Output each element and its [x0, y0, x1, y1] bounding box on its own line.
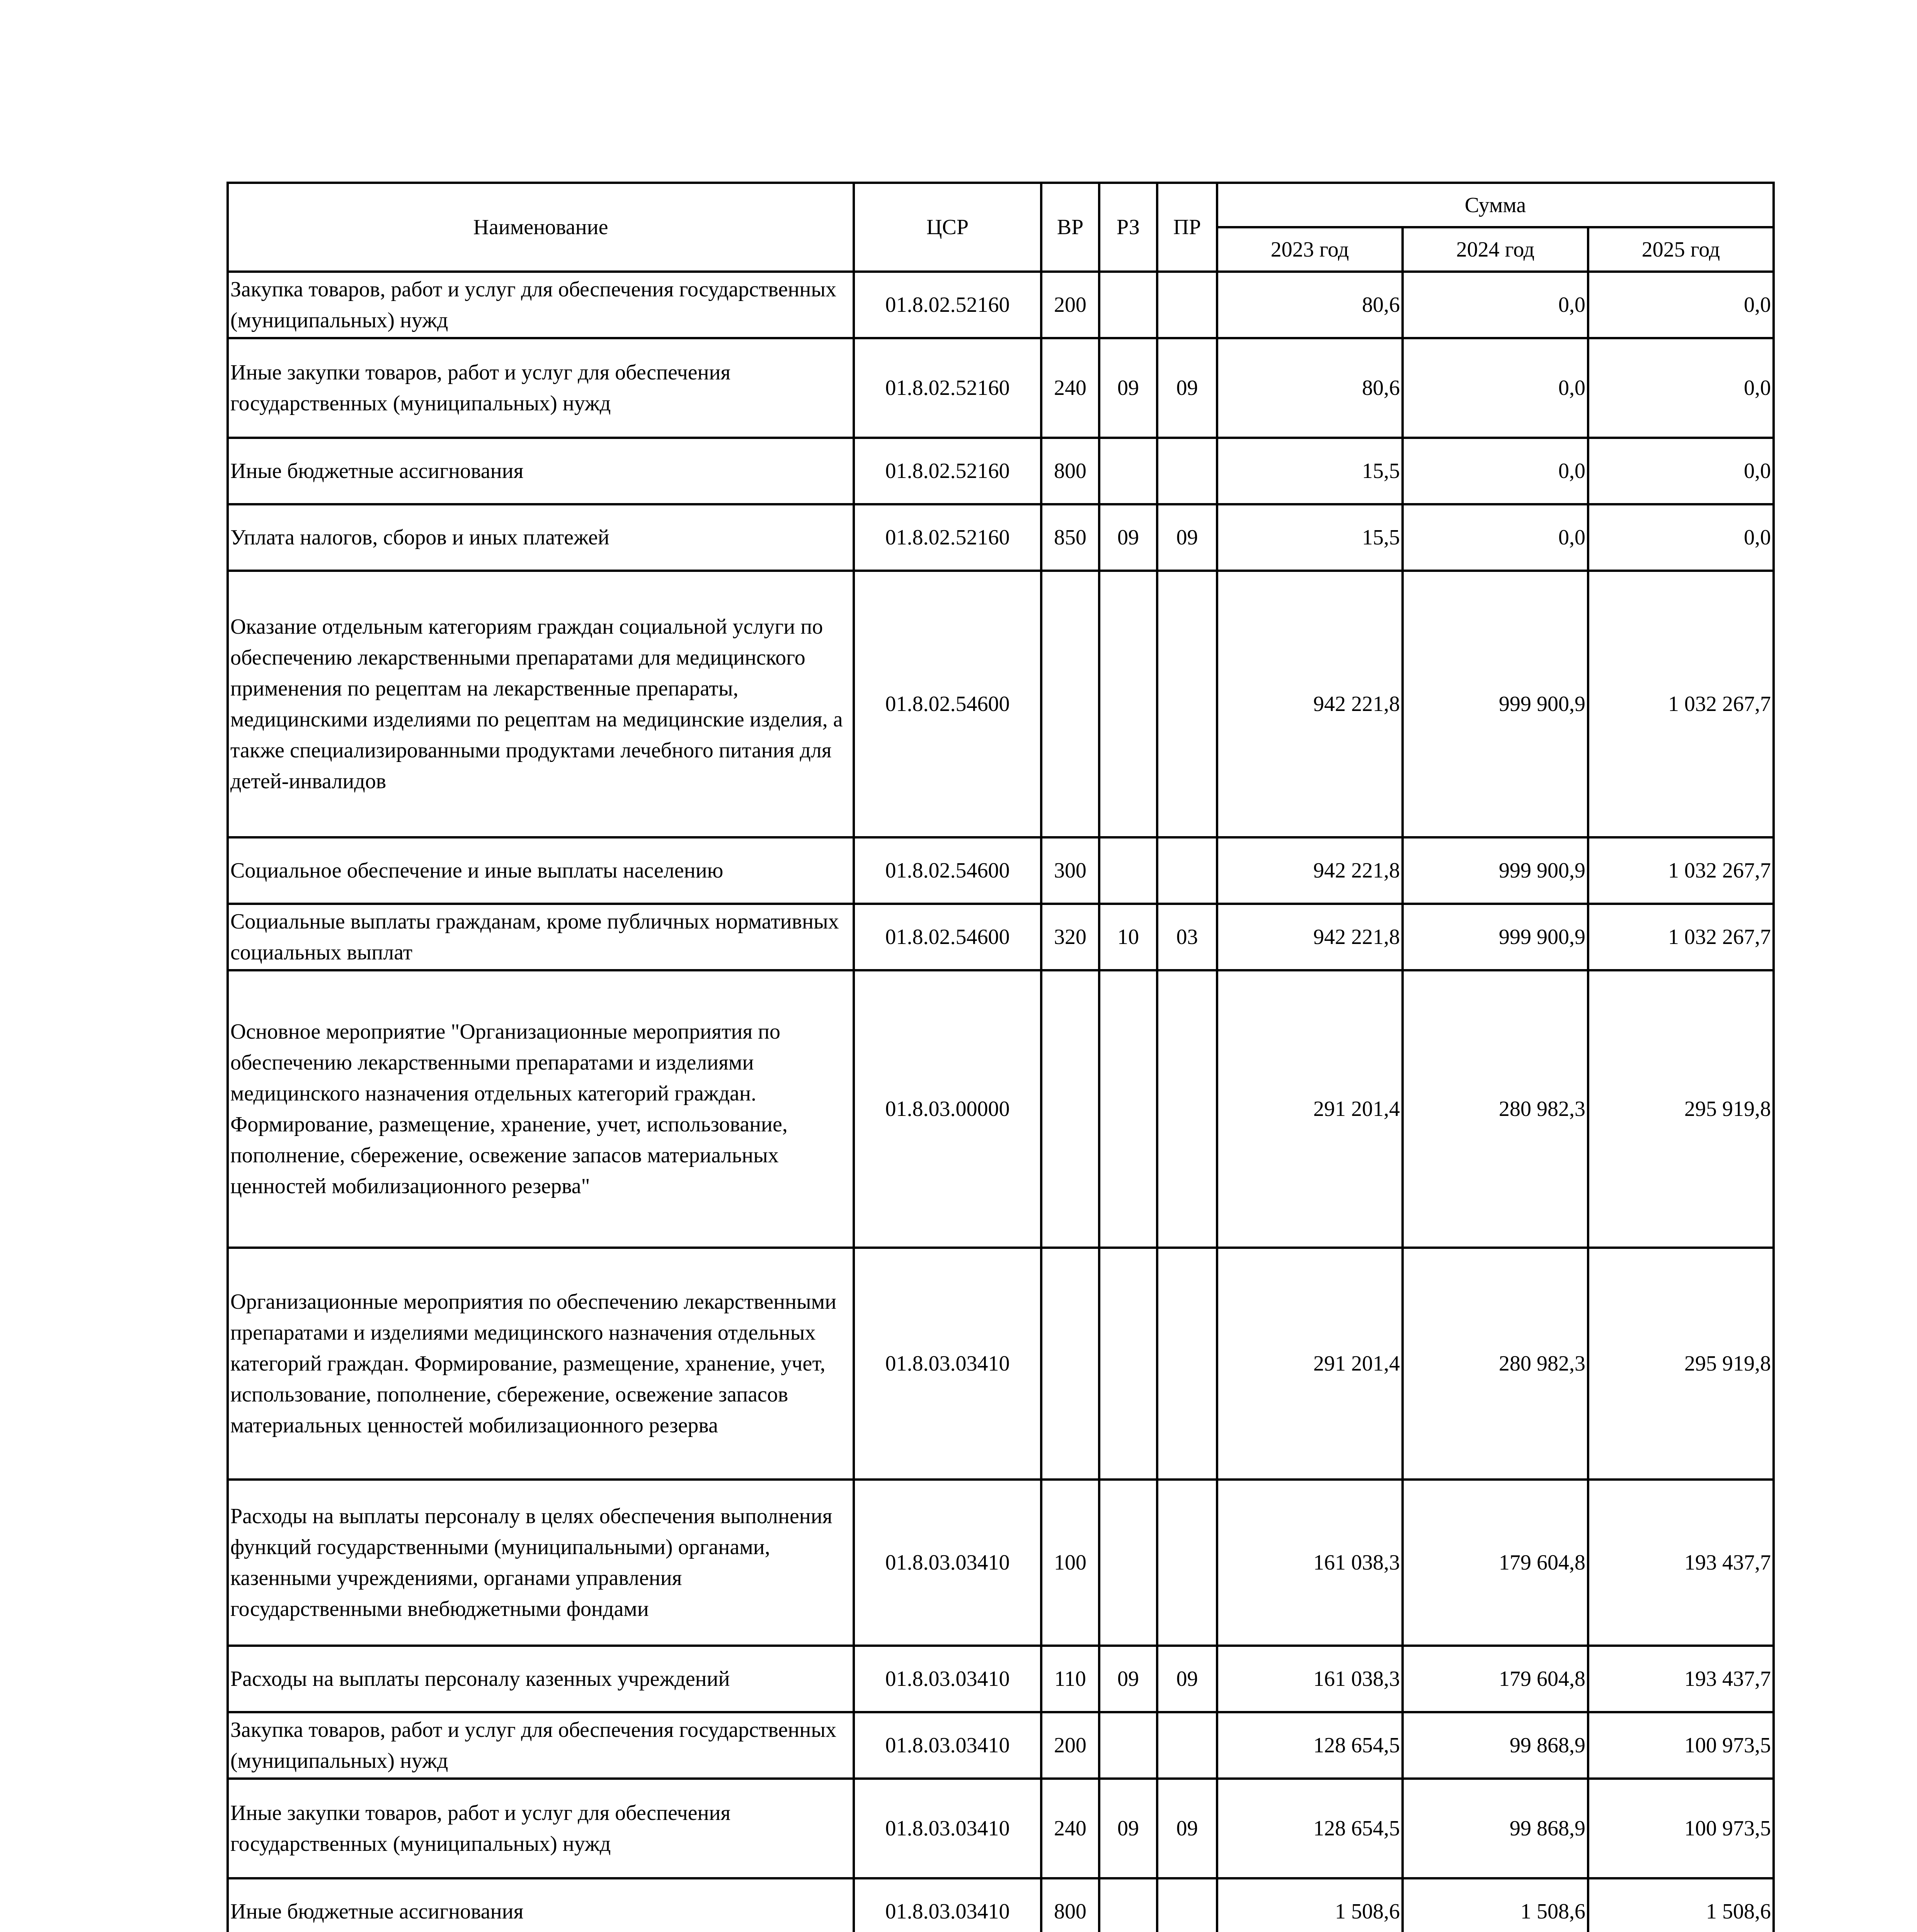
cell-y2023: 128 654,5: [1217, 1712, 1403, 1779]
header-name: Наименование: [228, 183, 854, 272]
cell-y2023: 291 201,4: [1217, 970, 1403, 1248]
cell-csr: 01.8.03.03410: [854, 1646, 1041, 1712]
cell-rz: [1099, 1878, 1157, 1932]
cell-pr: 03: [1157, 904, 1217, 970]
cell-y2025: 1 032 267,7: [1588, 571, 1774, 837]
cell-pr: [1157, 1480, 1217, 1646]
cell-y2024: 0,0: [1403, 272, 1588, 338]
cell-vr: [1041, 970, 1099, 1248]
cell-y2025: 295 919,8: [1588, 970, 1774, 1248]
cell-name: Иные закупки товаров, работ и услуг для обеспечения государственных (муниципальных) нужд: [228, 1779, 854, 1878]
header-pr: ПР: [1157, 183, 1217, 272]
cell-y2023: 161 038,3: [1217, 1646, 1403, 1712]
cell-y2023: 942 221,8: [1217, 837, 1403, 904]
header-year-2024: 2024 год: [1403, 227, 1588, 272]
header-csr: ЦСР: [854, 183, 1041, 272]
table-header: [228, 183, 1774, 272]
cell-rz: 09: [1099, 1646, 1157, 1712]
cell-vr: 110: [1041, 1646, 1099, 1712]
cell-name: Расходы на выплаты персоналу в целях обеспечения выполнения функций государственными (муниципальными) органами, казенными учреждениями, органами управления государственными внебюджетными фондами: [228, 1480, 854, 1646]
cell-y2024: 280 982,3: [1403, 1248, 1588, 1480]
cell-pr: [1157, 837, 1217, 904]
header-sum: Сумма: [1217, 183, 1774, 227]
cell-name: Иные бюджетные ассигнования: [228, 438, 854, 504]
cell-vr: 850: [1041, 504, 1099, 571]
cell-vr: 320: [1041, 904, 1099, 970]
table-row: [228, 1248, 1774, 1480]
cell-y2025: 1 032 267,7: [1588, 837, 1774, 904]
cell-csr: 01.8.03.03410: [854, 1712, 1041, 1779]
cell-vr: 800: [1041, 438, 1099, 504]
cell-vr: 240: [1041, 338, 1099, 438]
budget-table: [226, 182, 1775, 1932]
table-row: [228, 1779, 1774, 1878]
cell-rz: [1099, 438, 1157, 504]
cell-vr: 200: [1041, 1712, 1099, 1779]
cell-csr: 01.8.03.00000: [854, 970, 1041, 1248]
cell-pr: [1157, 571, 1217, 837]
table-row: [228, 1712, 1774, 1779]
cell-pr: 09: [1157, 504, 1217, 571]
table-row: [228, 338, 1774, 438]
cell-y2023: 80,6: [1217, 338, 1403, 438]
cell-y2025: 0,0: [1588, 338, 1774, 438]
cell-name: Иные закупки товаров, работ и услуг для обеспечения государственных (муниципальных) нужд: [228, 338, 854, 438]
cell-csr: 01.8.02.54600: [854, 837, 1041, 904]
cell-y2023: 80,6: [1217, 272, 1403, 338]
cell-vr: 100: [1041, 1480, 1099, 1646]
table-row: [228, 1646, 1774, 1712]
cell-rz: [1099, 1480, 1157, 1646]
cell-vr: 200: [1041, 272, 1099, 338]
header-year-2023: 2023 год: [1217, 227, 1403, 272]
table-row: [228, 438, 1774, 504]
cell-rz: 09: [1099, 504, 1157, 571]
cell-y2025: 1 032 267,7: [1588, 904, 1774, 970]
cell-rz: 09: [1099, 338, 1157, 438]
cell-y2025: 193 437,7: [1588, 1646, 1774, 1712]
cell-csr: 01.8.03.03410: [854, 1779, 1041, 1878]
cell-y2024: 179 604,8: [1403, 1646, 1588, 1712]
cell-y2025: 0,0: [1588, 272, 1774, 338]
cell-name: Закупка товаров, работ и услуг для обеспечения государственных (муниципальных) нужд: [228, 272, 854, 338]
cell-y2024: 999 900,9: [1403, 837, 1588, 904]
cell-y2023: 291 201,4: [1217, 1248, 1403, 1480]
cell-name: Иные бюджетные ассигнования: [228, 1878, 854, 1932]
cell-y2025: 1 508,6: [1588, 1878, 1774, 1932]
cell-pr: 09: [1157, 1779, 1217, 1878]
cell-rz: [1099, 1248, 1157, 1480]
cell-rz: [1099, 272, 1157, 338]
cell-pr: 09: [1157, 1646, 1217, 1712]
cell-csr: 01.8.02.52160: [854, 438, 1041, 504]
table-row: [228, 272, 1774, 338]
table-row: [228, 504, 1774, 571]
table-row: [228, 571, 1774, 837]
cell-y2023: 942 221,8: [1217, 571, 1403, 837]
cell-vr: 300: [1041, 837, 1099, 904]
table-row: [228, 837, 1774, 904]
cell-y2024: 0,0: [1403, 438, 1588, 504]
cell-y2025: 100 973,5: [1588, 1779, 1774, 1878]
cell-y2024: 280 982,3: [1403, 970, 1588, 1248]
cell-csr: 01.8.03.03410: [854, 1878, 1041, 1932]
cell-name: Расходы на выплаты персоналу казенных учреждений: [228, 1646, 854, 1712]
cell-csr: 01.8.03.03410: [854, 1248, 1041, 1480]
cell-pr: [1157, 970, 1217, 1248]
cell-rz: [1099, 1712, 1157, 1779]
cell-y2023: 942 221,8: [1217, 904, 1403, 970]
cell-rz: 10: [1099, 904, 1157, 970]
cell-rz: [1099, 837, 1157, 904]
cell-y2025: 0,0: [1588, 504, 1774, 571]
header-vr: ВР: [1041, 183, 1099, 272]
table-row: [228, 1480, 1774, 1646]
table-row: [228, 970, 1774, 1248]
cell-y2024: 99 868,9: [1403, 1779, 1588, 1878]
cell-y2024: 999 900,9: [1403, 904, 1588, 970]
cell-pr: [1157, 438, 1217, 504]
cell-pr: [1157, 1878, 1217, 1932]
cell-name: Закупка товаров, работ и услуг для обеспечения государственных (муниципальных) нужд: [228, 1712, 854, 1779]
cell-y2024: 1 508,6: [1403, 1878, 1588, 1932]
cell-name: Оказание отдельным категориям граждан социальной услуги по обеспечению лекарственными препаратами для медицинского применения по рецептам на лекарственные препараты, медицинскими изделиями по рецептам на медицинские изделия, а также специализированными продуктами лечебного питания для детей-инвалидов: [228, 571, 854, 837]
cell-name: Уплата налогов, сборов и иных платежей: [228, 504, 854, 571]
cell-vr: 240: [1041, 1779, 1099, 1878]
cell-y2023: 128 654,5: [1217, 1779, 1403, 1878]
cell-csr: 01.8.02.54600: [854, 904, 1041, 970]
cell-vr: [1041, 571, 1099, 837]
cell-pr: [1157, 1248, 1217, 1480]
cell-name: Социальное обеспечение и иные выплаты населению: [228, 837, 854, 904]
cell-y2024: 0,0: [1403, 504, 1588, 571]
cell-csr: 01.8.02.54600: [854, 571, 1041, 837]
cell-pr: 09: [1157, 338, 1217, 438]
cell-y2024: 999 900,9: [1403, 571, 1588, 837]
cell-y2025: 0,0: [1588, 438, 1774, 504]
cell-y2025: 295 919,8: [1588, 1248, 1774, 1480]
table-row: [228, 904, 1774, 970]
cell-pr: [1157, 1712, 1217, 1779]
cell-vr: 800: [1041, 1878, 1099, 1932]
cell-rz: [1099, 571, 1157, 837]
cell-y2025: 100 973,5: [1588, 1712, 1774, 1779]
cell-name: Основное мероприятие "Организационные мероприятия по обеспечению лекарственными препаратами и изделиями медицинского назначения отдельных категорий граждан. Формирование, размещение, хранение, учет, использование, пополнение, сбережение, освежение запасов материальных ценностей мобилизационного резерва": [228, 970, 854, 1248]
cell-name: Социальные выплаты гражданам, кроме публичных нормативных социальных выплат: [228, 904, 854, 970]
cell-y2023: 15,5: [1217, 438, 1403, 504]
cell-y2023: 15,5: [1217, 504, 1403, 571]
cell-name: Организационные мероприятия по обеспечению лекарственными препаратами и изделиями медицинского назначения отдельных категорий граждан. Формирование, размещение, хранение, учет, использование, пополнение, сбережение, освежение запасов материальных ценностей мобилизационного резерва: [228, 1248, 854, 1480]
cell-vr: [1041, 1248, 1099, 1480]
cell-csr: 01.8.02.52160: [854, 504, 1041, 571]
cell-y2024: 179 604,8: [1403, 1480, 1588, 1646]
cell-rz: 09: [1099, 1779, 1157, 1878]
cell-csr: 01.8.02.52160: [854, 272, 1041, 338]
header-rz: РЗ: [1099, 183, 1157, 272]
cell-y2024: 0,0: [1403, 338, 1588, 438]
cell-rz: [1099, 970, 1157, 1248]
cell-y2023: 1 508,6: [1217, 1878, 1403, 1932]
cell-csr: 01.8.03.03410: [854, 1480, 1041, 1646]
table-body: [228, 272, 1774, 1932]
cell-y2024: 99 868,9: [1403, 1712, 1588, 1779]
cell-y2023: 161 038,3: [1217, 1480, 1403, 1646]
table-row: [228, 1878, 1774, 1932]
cell-y2025: 193 437,7: [1588, 1480, 1774, 1646]
header-year-2025: 2025 год: [1588, 227, 1774, 272]
cell-csr: 01.8.02.52160: [854, 338, 1041, 438]
cell-pr: [1157, 272, 1217, 338]
